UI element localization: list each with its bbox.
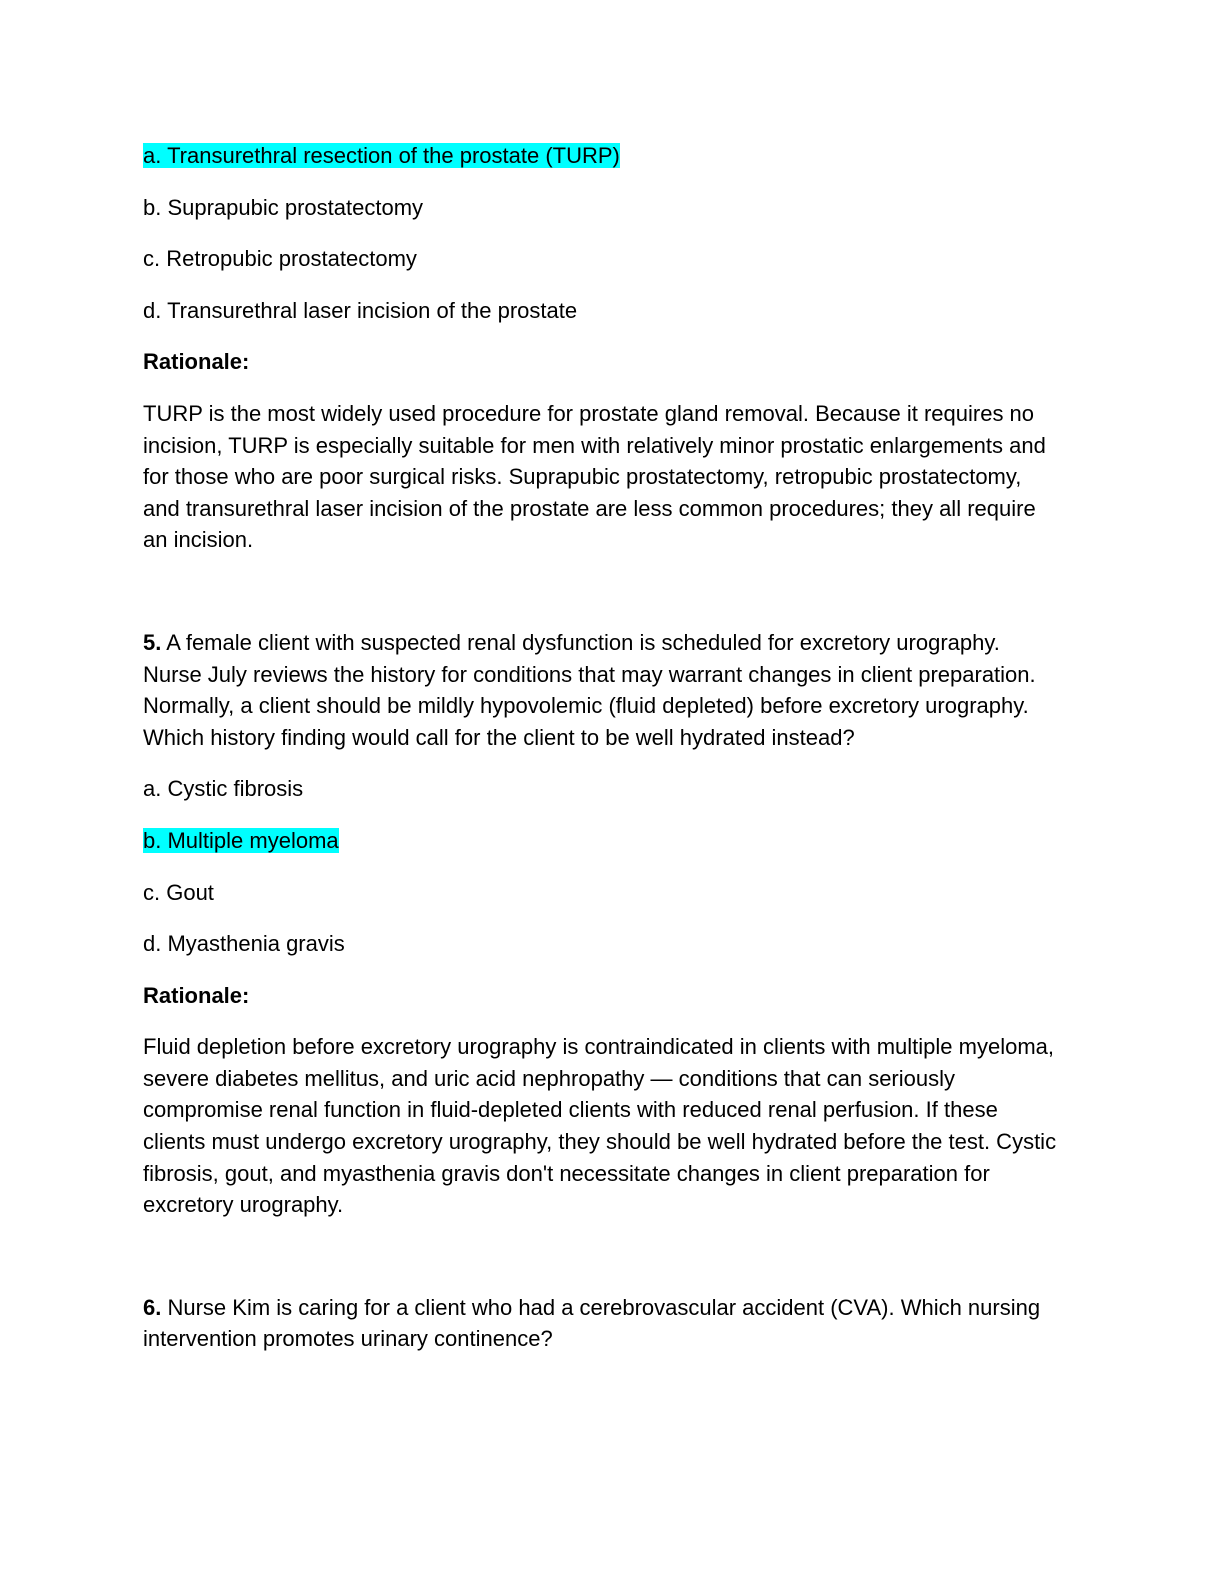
q5-option-b bbox=[143, 825, 1063, 857]
q5-stem bbox=[143, 627, 1063, 753]
q5-option-d: d. Myasthenia gravis bbox=[143, 931, 345, 957]
q5-stem-text: A female client with suspected renal dysfunction is scheduled for excretory urography. Nurse July reviews the history for conditions that may warrant changes in client preparation. Normally, a client should be mildly hypovolemic (fluid depleted) before excretory urography. Which history finding would call for the client to be well hydrated instead? bbox=[143, 629, 1036, 750]
q5-rationale-text: Fluid depletion before excretory urography is contraindicated in clients with multiple myeloma, severe diabetes mellitus, and uric acid nephropathy — conditions that can seriously compromise renal function in fluid-depleted clients with reduced renal perfusion. If these clients must undergo excretory urography, they should be well hydrated before the test. Cystic fibrosis, gout, and myasthenia gravis don't necessitate changes in client preparation for excretory urography. bbox=[143, 1034, 1057, 1218]
q6-number: 6. bbox=[143, 1294, 162, 1320]
correct-answer-highlight: b. Multiple myeloma bbox=[143, 827, 339, 853]
q4-option-b: b. Suprapubic prostatectomy bbox=[143, 194, 424, 220]
q4-option-d: d. Transurethral laser incision of the prostate bbox=[143, 297, 578, 323]
q5-number: 5. bbox=[143, 629, 162, 655]
q5-rationale-heading: Rationale: bbox=[143, 982, 250, 1008]
q6-stem bbox=[143, 1292, 1063, 1355]
q5-option-c: c. Gout bbox=[143, 879, 214, 905]
section-spacer bbox=[143, 556, 1063, 627]
section-spacer bbox=[143, 1221, 1063, 1292]
q4-option-a bbox=[143, 140, 1063, 172]
q4-option-c: c. Retropubic prostatectomy bbox=[143, 246, 417, 272]
q4-rationale-heading: Rationale: bbox=[143, 349, 250, 375]
q4-rationale-text: TURP is the most widely used procedure for prostate gland removal. Because it requires no incision, TURP is especially suitable for men with relatively minor prostatic enlargements and for those who are poor surgical risks. Suprapubic prostatectomy, retropubic prostatectomy, and transurethral laser incision of the prostate are less common procedures; they all require an incision. bbox=[143, 400, 1046, 553]
document-page bbox=[143, 140, 1063, 1375]
q5-option-a: a. Cystic fibrosis bbox=[143, 776, 304, 802]
q6-stem-text: Nurse Kim is caring for a client who had a cerebrovascular accident (CVA). Which nursing intervention promotes urinary continence? bbox=[143, 1294, 1041, 1352]
correct-answer-highlight: a. Transurethral resection of the prostate (TURP) bbox=[143, 143, 620, 168]
